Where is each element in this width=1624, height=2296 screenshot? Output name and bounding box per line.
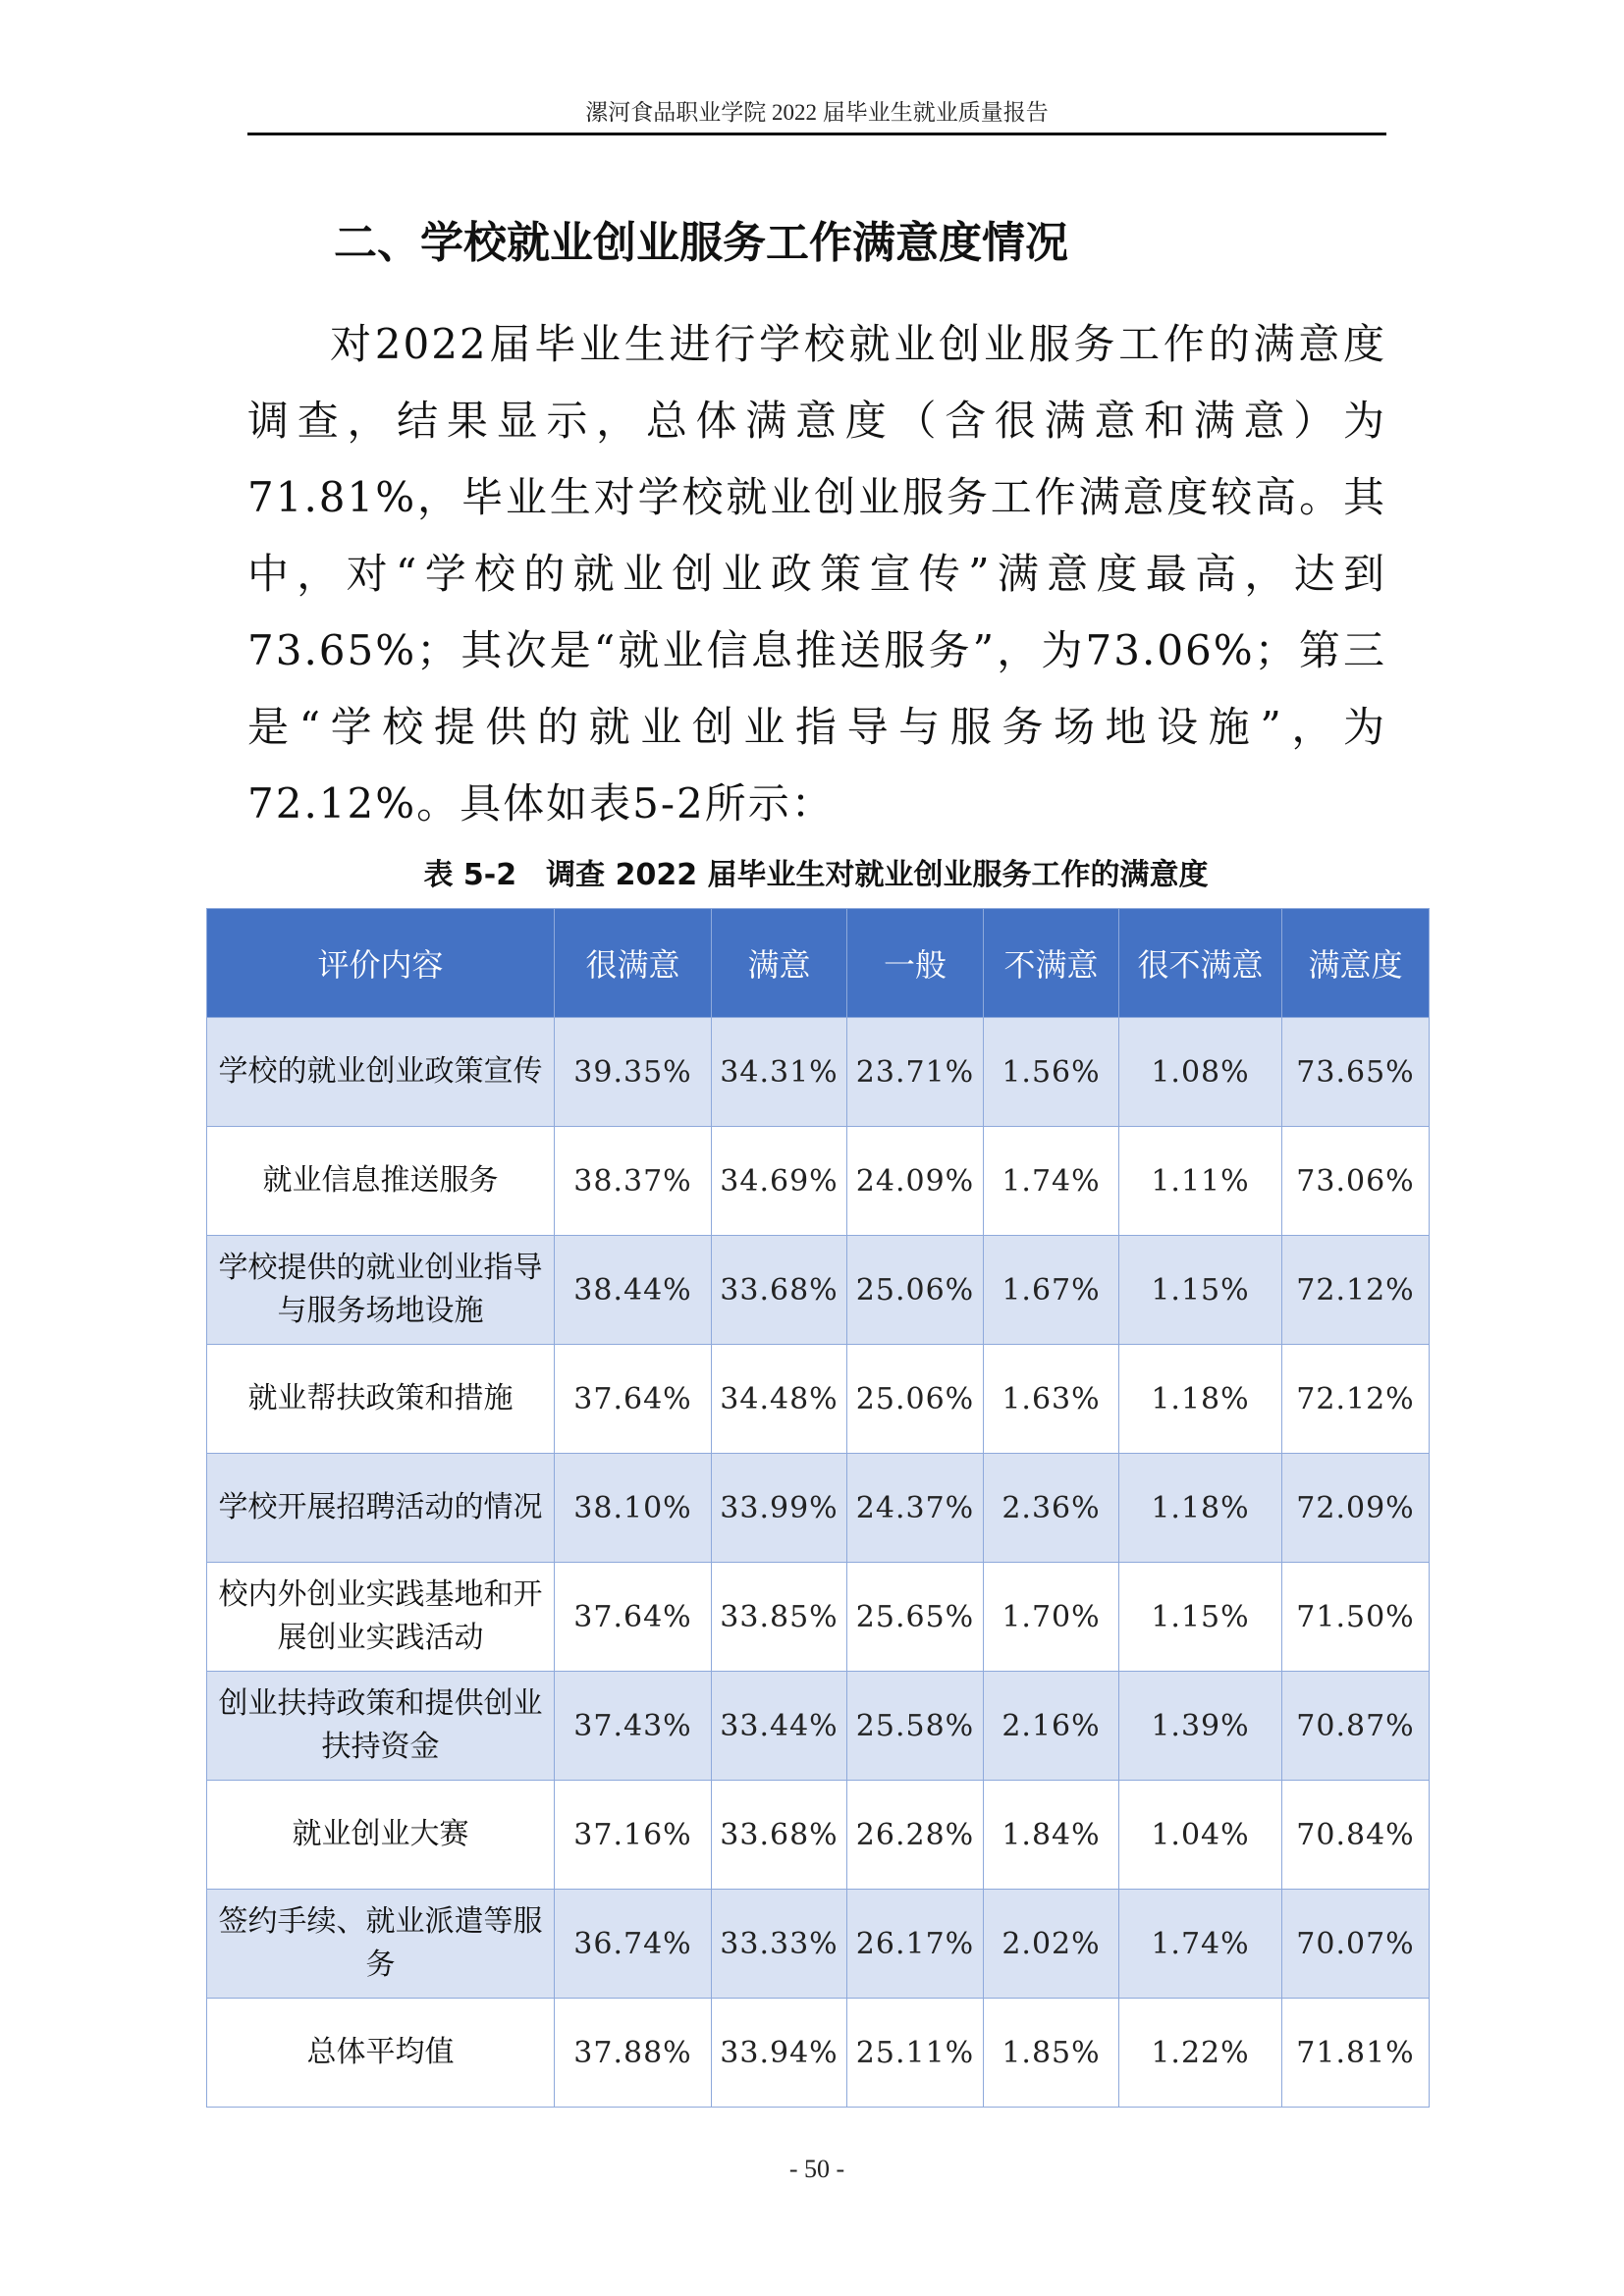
row-value-cell: 2.36%: [984, 1454, 1119, 1563]
row-value-cell: 37.64%: [555, 1345, 712, 1454]
row-value-cell: 70.87%: [1282, 1672, 1430, 1781]
row-item-label: 校内外创业实践基地和开展创业实践活动: [207, 1563, 555, 1672]
table-row: [207, 1563, 1430, 1672]
table-row: [207, 1672, 1430, 1781]
column-header-dissatisfied: 不满意: [984, 909, 1119, 1018]
column-header-satisfaction-rate: 满意度: [1282, 909, 1430, 1018]
row-value-cell: 72.12%: [1282, 1345, 1430, 1454]
column-header-very-satisfied: 很满意: [555, 909, 712, 1018]
row-value-cell: 33.85%: [712, 1563, 847, 1672]
row-value-cell: 37.88%: [555, 1999, 712, 2108]
row-value-cell: 33.44%: [712, 1672, 847, 1781]
table-row: [207, 1781, 1430, 1890]
satisfaction-table: [206, 908, 1430, 2108]
row-value-cell: 70.07%: [1282, 1890, 1430, 1999]
column-header-neutral: 一般: [847, 909, 984, 1018]
row-value-cell: 71.50%: [1282, 1563, 1430, 1672]
row-item-label: 签约手续、就业派遣等服务: [207, 1890, 555, 1999]
row-value-cell: 73.06%: [1282, 1127, 1430, 1236]
row-value-cell: 1.85%: [984, 1999, 1119, 2108]
row-value-cell: 1.63%: [984, 1345, 1119, 1454]
row-value-cell: 1.15%: [1119, 1563, 1282, 1672]
row-value-cell: 1.18%: [1119, 1454, 1282, 1563]
row-value-cell: 72.09%: [1282, 1454, 1430, 1563]
table-row: [207, 1890, 1430, 1999]
row-value-cell: 1.67%: [984, 1236, 1119, 1345]
row-value-cell: 25.65%: [847, 1563, 984, 1672]
row-item-label: 学校开展招聘活动的情况: [207, 1454, 555, 1563]
row-item-label: 总体平均值: [207, 1999, 555, 2108]
row-value-cell: 71.81%: [1282, 1999, 1430, 2108]
row-item-label: 就业信息推送服务: [207, 1127, 555, 1236]
row-value-cell: 37.16%: [555, 1781, 712, 1890]
row-value-cell: 1.11%: [1119, 1127, 1282, 1236]
header-rule: [247, 133, 1386, 135]
table-header-row: [207, 909, 1430, 1018]
row-value-cell: 1.56%: [984, 1018, 1119, 1127]
page-number: - 50 -: [788, 2155, 845, 2183]
row-value-cell: 33.94%: [712, 1999, 847, 2108]
column-header-very-dissatisfied: 很不满意: [1119, 909, 1282, 1018]
row-value-cell: 38.44%: [555, 1236, 712, 1345]
row-value-cell: 2.16%: [984, 1672, 1119, 1781]
row-value-cell: 26.28%: [847, 1781, 984, 1890]
table-row: [207, 1018, 1430, 1127]
row-value-cell: 25.06%: [847, 1345, 984, 1454]
table-row: [207, 1236, 1430, 1345]
row-value-cell: 1.08%: [1119, 1018, 1282, 1127]
row-value-cell: 37.64%: [555, 1563, 712, 1672]
table-row: [207, 1127, 1430, 1236]
row-item-label: 创业扶持政策和提供创业扶持资金: [207, 1672, 555, 1781]
row-value-cell: 36.74%: [555, 1890, 712, 1999]
row-value-cell: 34.31%: [712, 1018, 847, 1127]
row-value-cell: 38.37%: [555, 1127, 712, 1236]
column-header-satisfied: 满意: [712, 909, 847, 1018]
row-value-cell: 73.65%: [1282, 1018, 1430, 1127]
row-value-cell: 24.37%: [847, 1454, 984, 1563]
row-value-cell: 25.06%: [847, 1236, 984, 1345]
row-item-label: 就业帮扶政策和措施: [207, 1345, 555, 1454]
column-header-item: 评价内容: [207, 909, 555, 1018]
row-value-cell: 26.17%: [847, 1890, 984, 1999]
row-value-cell: 33.68%: [712, 1781, 847, 1890]
row-value-cell: 34.69%: [712, 1127, 847, 1236]
table-row: [207, 1345, 1430, 1454]
row-value-cell: 1.39%: [1119, 1672, 1282, 1781]
row-value-cell: 1.74%: [984, 1127, 1119, 1236]
row-value-cell: 33.99%: [712, 1454, 847, 1563]
table-row: [207, 1454, 1430, 1563]
row-value-cell: 23.71%: [847, 1018, 984, 1127]
row-value-cell: 34.48%: [712, 1345, 847, 1454]
row-value-cell: 24.09%: [847, 1127, 984, 1236]
row-value-cell: 39.35%: [555, 1018, 712, 1127]
row-value-cell: 1.22%: [1119, 1999, 1282, 2108]
table-row: [207, 1999, 1430, 2108]
row-value-cell: 2.02%: [984, 1890, 1119, 1999]
row-value-cell: 1.18%: [1119, 1345, 1282, 1454]
body-paragraph: 对2022届毕业生进行学校就业创业服务工作的满意度调查，结果显示，总体满意度（含很满意和满意）为71.81%，毕业生对学校就业创业服务工作满意度较高。其中，对“学校的就业创业政策宣传”满意度最高，达到73.65%；其次是“就业信息推送服务”，为73.06%；第三是“学校提供的就业创业指导与服务场地设施”，为72.12%。具体如表5-2所示：: [247, 320, 1386, 828]
row-value-cell: 38.10%: [555, 1454, 712, 1563]
row-value-cell: 1.84%: [984, 1781, 1119, 1890]
row-value-cell: 72.12%: [1282, 1236, 1430, 1345]
row-value-cell: 70.84%: [1282, 1781, 1430, 1890]
row-item-label: 就业创业大赛: [207, 1781, 555, 1890]
row-value-cell: 1.04%: [1119, 1781, 1282, 1890]
row-item-label: 学校的就业创业政策宣传: [207, 1018, 555, 1127]
row-value-cell: 1.74%: [1119, 1890, 1282, 1999]
row-value-cell: 37.43%: [555, 1672, 712, 1781]
row-value-cell: 33.33%: [712, 1890, 847, 1999]
running-header: 漯河食品职业学院 2022 届毕业生就业质量报告: [585, 100, 1049, 125]
table-caption: 表 5-2 调查 2022 届毕业生对就业创业服务工作的满意度: [423, 858, 1209, 892]
row-item-label: 学校提供的就业创业指导与服务场地设施: [207, 1236, 555, 1345]
row-value-cell: 25.58%: [847, 1672, 984, 1781]
row-value-cell: 25.11%: [847, 1999, 984, 2108]
row-value-cell: 1.15%: [1119, 1236, 1282, 1345]
row-value-cell: 1.70%: [984, 1563, 1119, 1672]
section-heading: 二、学校就业创业服务工作满意度情况: [334, 218, 1068, 268]
row-value-cell: 33.68%: [712, 1236, 847, 1345]
